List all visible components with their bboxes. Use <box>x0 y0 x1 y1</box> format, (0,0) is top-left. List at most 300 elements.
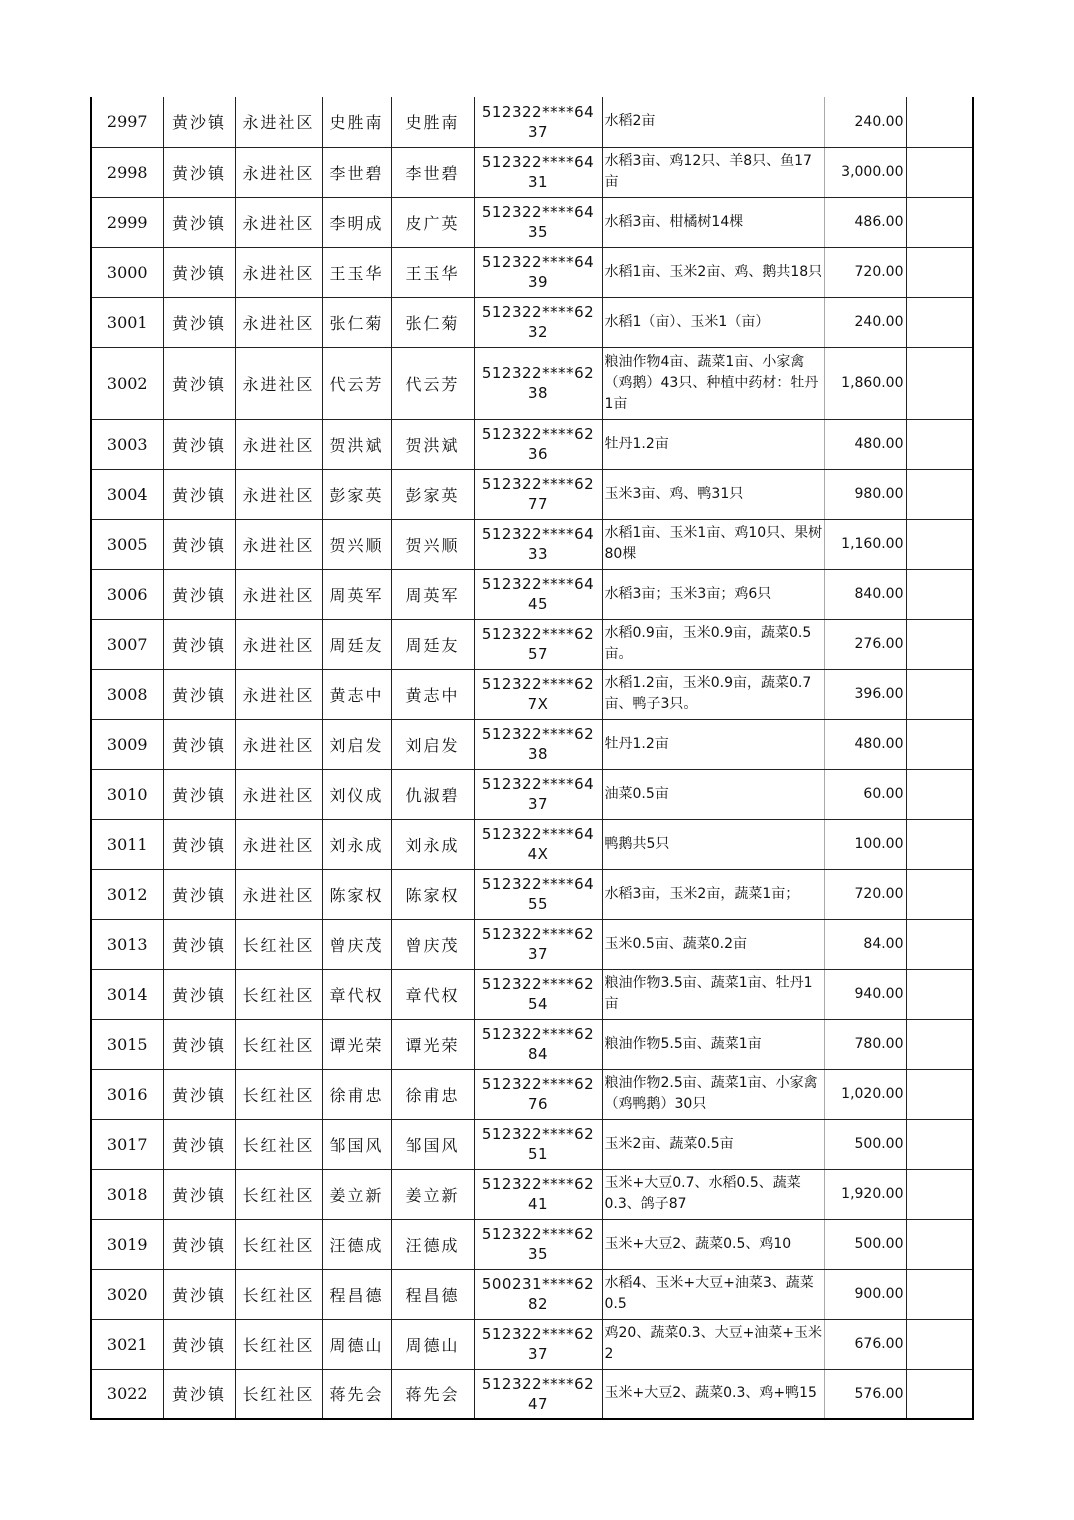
remark-cell <box>906 969 973 1019</box>
household-head-cell: 周英军 <box>322 569 391 619</box>
amount-cell: 1,160.00 <box>824 519 906 569</box>
id-number-cell <box>474 147 602 197</box>
table-row <box>91 1219 973 1269</box>
community-cell: 永进社区 <box>235 469 322 519</box>
recipient-name-cell: 贺洪斌 <box>391 419 474 469</box>
amount-cell: 500.00 <box>824 1219 906 1269</box>
amount-cell: 100.00 <box>824 819 906 869</box>
household-head-cell: 曾庆茂 <box>322 919 391 969</box>
community-cell: 永进社区 <box>235 97 322 147</box>
id-number-line2: 57 <box>527 645 549 663</box>
town-cell: 黄沙镇 <box>163 1119 235 1169</box>
id-number-line1: 512322****62 <box>481 364 595 382</box>
id-number-line1: 512322****64 <box>481 253 595 271</box>
row-number: 3008 <box>91 669 163 719</box>
table-row <box>91 147 973 197</box>
remark-cell <box>906 619 973 669</box>
amount-cell: 840.00 <box>824 569 906 619</box>
household-head-cell: 陈家权 <box>322 869 391 919</box>
household-head-cell: 彭家英 <box>322 469 391 519</box>
household-head-cell: 程昌德 <box>322 1269 391 1319</box>
table-row <box>91 719 973 769</box>
remark-cell <box>906 1019 973 1069</box>
recipient-name-cell: 周英军 <box>391 569 474 619</box>
remark-cell <box>906 1069 973 1119</box>
household-head-cell: 姜立新 <box>322 1169 391 1219</box>
household-head-cell: 汪德成 <box>322 1219 391 1269</box>
amount-cell: 396.00 <box>824 669 906 719</box>
id-number-line2: 37 <box>527 122 549 141</box>
id-number-line2: 41 <box>527 1195 549 1213</box>
table-row <box>91 619 973 669</box>
community-cell: 永进社区 <box>235 419 322 469</box>
amount-cell: 980.00 <box>824 469 906 519</box>
id-number-line1: 512322****64 <box>481 775 595 793</box>
id-number-cell <box>474 569 602 619</box>
community-cell: 永进社区 <box>235 569 322 619</box>
items-cell: 粮油作物4亩、蔬菜1亩、小家禽（鸡鹅）43只、种植中药材：牡丹1亩 <box>602 347 824 419</box>
items-cell: 玉米+大豆0.7、水稻0.5、蔬菜0.3、鸽子87 <box>602 1169 824 1219</box>
id-number-line1: 512322****62 <box>481 303 595 321</box>
row-number: 3011 <box>91 819 163 869</box>
remark-cell <box>906 247 973 297</box>
id-number-line1: 512322****62 <box>481 1125 595 1143</box>
household-head-cell: 黄志中 <box>322 669 391 719</box>
id-number-line1: 512322****62 <box>481 925 595 943</box>
recipient-name-cell: 彭家英 <box>391 469 474 519</box>
row-number: 2999 <box>91 197 163 247</box>
id-number-cell <box>474 769 602 819</box>
id-number-line2: 35 <box>527 1245 549 1263</box>
community-cell: 长红社区 <box>235 919 322 969</box>
row-number: 3014 <box>91 969 163 1019</box>
items-cell: 鸭鹅共5只 <box>602 819 824 869</box>
community-cell: 永进社区 <box>235 197 322 247</box>
town-cell: 黄沙镇 <box>163 1069 235 1119</box>
recipient-name-cell: 李世碧 <box>391 147 474 197</box>
items-cell: 玉米0.5亩、蔬菜0.2亩 <box>602 919 824 969</box>
amount-cell: 720.00 <box>824 869 906 919</box>
id-number-line1: 512322****62 <box>481 975 595 993</box>
remark-cell <box>906 469 973 519</box>
id-number-line1: 512322****62 <box>481 1374 595 1393</box>
id-number-line1: 512322****62 <box>481 1025 595 1043</box>
id-number-cell <box>474 1069 602 1119</box>
id-number-cell <box>474 469 602 519</box>
town-cell: 黄沙镇 <box>163 97 235 147</box>
row-number: 3022 <box>91 1369 163 1419</box>
recipient-name-cell: 曾庆茂 <box>391 919 474 969</box>
items-cell: 水稻1亩、玉米2亩、鸡、鹅共18只 <box>602 247 824 297</box>
table-row <box>91 569 973 619</box>
row-number: 3019 <box>91 1219 163 1269</box>
household-head-cell: 周德山 <box>322 1319 391 1369</box>
remark-cell <box>906 147 973 197</box>
id-number-line2: 38 <box>527 745 549 763</box>
remark-cell <box>906 769 973 819</box>
row-number: 3021 <box>91 1319 163 1369</box>
recipient-name-cell: 程昌德 <box>391 1269 474 1319</box>
items-cell: 玉米2亩、蔬菜0.5亩 <box>602 1119 824 1169</box>
id-number-cell <box>474 1319 602 1369</box>
row-number: 3009 <box>91 719 163 769</box>
recipient-name-cell: 张仁菊 <box>391 297 474 347</box>
household-head-cell: 贺洪斌 <box>322 419 391 469</box>
table-row <box>91 969 973 1019</box>
remark-cell <box>906 1219 973 1269</box>
id-number-line1: 512322****62 <box>481 1225 595 1243</box>
items-cell: 水稻3亩；玉米3亩；鸡6只 <box>602 569 824 619</box>
id-number-line1: 500231****62 <box>481 1275 595 1293</box>
id-number-line2: 51 <box>527 1145 549 1163</box>
id-number-cell <box>474 1219 602 1269</box>
remark-cell <box>906 919 973 969</box>
id-number-line2: 82 <box>527 1295 549 1313</box>
items-cell: 鸡20、蔬菜0.3、大豆+油菜+玉米2 <box>602 1319 824 1369</box>
recipient-name-cell: 陈家权 <box>391 869 474 919</box>
remark-cell <box>906 869 973 919</box>
town-cell: 黄沙镇 <box>163 719 235 769</box>
table-row <box>91 1319 973 1369</box>
id-number-line1: 512322****62 <box>481 475 595 493</box>
remark-cell <box>906 97 973 147</box>
row-number: 3000 <box>91 247 163 297</box>
id-number-line2: 76 <box>527 1095 549 1113</box>
household-head-cell: 谭光荣 <box>322 1019 391 1069</box>
table-row <box>91 469 973 519</box>
items-cell: 水稻1.2亩，玉米0.9亩，蔬菜0.7亩、鸭子3只。 <box>602 669 824 719</box>
row-number: 3016 <box>91 1069 163 1119</box>
table-row <box>91 669 973 719</box>
row-number: 3003 <box>91 419 163 469</box>
id-number-cell <box>474 1019 602 1069</box>
town-cell: 黄沙镇 <box>163 619 235 669</box>
recipient-name-cell: 皮广英 <box>391 197 474 247</box>
town-cell: 黄沙镇 <box>163 297 235 347</box>
community-cell: 长红社区 <box>235 1369 322 1419</box>
town-cell: 黄沙镇 <box>163 519 235 569</box>
amount-cell: 480.00 <box>824 419 906 469</box>
recipient-name-cell: 蒋先会 <box>391 1369 474 1419</box>
amount-cell: 940.00 <box>824 969 906 1019</box>
remark-cell <box>906 297 973 347</box>
amount-cell: 1,920.00 <box>824 1169 906 1219</box>
town-cell: 黄沙镇 <box>163 869 235 919</box>
household-head-cell: 王玉华 <box>322 247 391 297</box>
id-number-line1: 512322****62 <box>481 675 595 693</box>
id-number-line2: 33 <box>527 545 549 563</box>
town-cell: 黄沙镇 <box>163 347 235 419</box>
amount-cell: 500.00 <box>824 1119 906 1169</box>
recipient-name-cell: 周德山 <box>391 1319 474 1369</box>
remark-cell <box>906 719 973 769</box>
town-cell: 黄沙镇 <box>163 969 235 1019</box>
household-head-cell: 贺兴顺 <box>322 519 391 569</box>
table-row <box>91 1169 973 1219</box>
amount-cell: 900.00 <box>824 1269 906 1319</box>
recipient-name-cell: 黄志中 <box>391 669 474 719</box>
items-cell: 水稻2亩 <box>602 97 824 147</box>
table-row <box>91 919 973 969</box>
town-cell: 黄沙镇 <box>163 147 235 197</box>
amount-cell: 1,020.00 <box>824 1069 906 1119</box>
id-number-line1: 512322****62 <box>481 1075 595 1093</box>
recipient-name-cell: 章代权 <box>391 969 474 1019</box>
id-number-line2: 54 <box>527 995 549 1013</box>
row-number: 2998 <box>91 147 163 197</box>
remark-cell <box>906 819 973 869</box>
recipient-name-cell: 谭光荣 <box>391 1019 474 1069</box>
id-number-line2: 47 <box>527 1394 549 1413</box>
community-cell: 长红社区 <box>235 969 322 1019</box>
recipient-name-cell: 徐甫忠 <box>391 1069 474 1119</box>
household-head-cell: 李明成 <box>322 197 391 247</box>
remark-cell <box>906 569 973 619</box>
town-cell: 黄沙镇 <box>163 669 235 719</box>
id-number-cell <box>474 669 602 719</box>
town-cell: 黄沙镇 <box>163 1169 235 1219</box>
recipient-name-cell: 贺兴顺 <box>391 519 474 569</box>
items-cell: 牡丹1.2亩 <box>602 719 824 769</box>
remark-cell <box>906 1169 973 1219</box>
community-cell: 永进社区 <box>235 297 322 347</box>
id-number-cell <box>474 969 602 1019</box>
community-cell: 永进社区 <box>235 247 322 297</box>
community-cell: 永进社区 <box>235 519 322 569</box>
remark-cell <box>906 197 973 247</box>
community-cell: 永进社区 <box>235 347 322 419</box>
remark-cell <box>906 1369 973 1419</box>
recipient-name-cell: 史胜南 <box>391 97 474 147</box>
table-row <box>91 869 973 919</box>
id-number-cell <box>474 97 602 147</box>
row-number: 3012 <box>91 869 163 919</box>
id-number-line2: 36 <box>527 445 549 463</box>
table-row <box>91 1069 973 1119</box>
community-cell: 永进社区 <box>235 769 322 819</box>
amount-cell: 576.00 <box>824 1369 906 1419</box>
household-head-cell: 刘启发 <box>322 719 391 769</box>
id-number-line1: 512322****64 <box>481 102 595 121</box>
community-cell: 长红社区 <box>235 1069 322 1119</box>
table-row <box>91 247 973 297</box>
community-cell: 永进社区 <box>235 147 322 197</box>
row-number: 3020 <box>91 1269 163 1319</box>
id-number-line1: 512322****62 <box>481 625 595 643</box>
town-cell: 黄沙镇 <box>163 1369 235 1419</box>
items-cell: 粮油作物2.5亩、蔬菜1亩、小家禽（鸡鸭鹅）30只 <box>602 1069 824 1119</box>
id-number-cell <box>474 519 602 569</box>
id-number-line2: 77 <box>527 495 549 513</box>
table-row <box>91 97 973 147</box>
town-cell: 黄沙镇 <box>163 1319 235 1369</box>
recipient-name-cell: 刘永成 <box>391 819 474 869</box>
community-cell: 长红社区 <box>235 1119 322 1169</box>
table-row <box>91 1119 973 1169</box>
id-number-cell <box>474 419 602 469</box>
amount-cell: 1,860.00 <box>824 347 906 419</box>
id-number-line2: 32 <box>527 323 549 341</box>
amount-cell: 84.00 <box>824 919 906 969</box>
id-number-line1: 512322****62 <box>481 1175 595 1193</box>
town-cell: 黄沙镇 <box>163 419 235 469</box>
row-number: 3013 <box>91 919 163 969</box>
items-cell: 玉米3亩、鸡、鸭31只 <box>602 469 824 519</box>
items-cell: 水稻1（亩）、玉米1（亩） <box>602 297 824 347</box>
table-row <box>91 1019 973 1069</box>
town-cell: 黄沙镇 <box>163 819 235 869</box>
remark-cell <box>906 1319 973 1369</box>
household-head-cell: 刘永成 <box>322 819 391 869</box>
row-number: 3010 <box>91 769 163 819</box>
remark-cell <box>906 1269 973 1319</box>
id-number-line2: 37 <box>527 795 549 813</box>
community-cell: 长红社区 <box>235 1319 322 1369</box>
id-number-cell <box>474 819 602 869</box>
remark-cell <box>906 419 973 469</box>
id-number-cell <box>474 1269 602 1319</box>
id-number-line1: 512322****64 <box>481 525 595 543</box>
household-head-cell: 周廷友 <box>322 619 391 669</box>
town-cell: 黄沙镇 <box>163 469 235 519</box>
amount-cell: 60.00 <box>824 769 906 819</box>
row-number: 3004 <box>91 469 163 519</box>
recipient-name-cell: 汪德成 <box>391 1219 474 1269</box>
id-number-cell <box>474 297 602 347</box>
recipient-name-cell: 王玉华 <box>391 247 474 297</box>
items-cell: 粮油作物5.5亩、蔬菜1亩 <box>602 1019 824 1069</box>
id-number-cell <box>474 347 602 419</box>
row-number: 3017 <box>91 1119 163 1169</box>
id-number-cell <box>474 1169 602 1219</box>
id-number-line1: 512322****62 <box>481 1325 595 1343</box>
remark-cell <box>906 347 973 419</box>
recipient-name-cell: 刘启发 <box>391 719 474 769</box>
town-cell: 黄沙镇 <box>163 919 235 969</box>
recipient-name-cell: 仇淑碧 <box>391 769 474 819</box>
town-cell: 黄沙镇 <box>163 769 235 819</box>
town-cell: 黄沙镇 <box>163 247 235 297</box>
town-cell: 黄沙镇 <box>163 197 235 247</box>
amount-cell: 780.00 <box>824 1019 906 1069</box>
items-cell: 水稻1亩、玉米1亩、鸡10只、果树80棵 <box>602 519 824 569</box>
town-cell: 黄沙镇 <box>163 1219 235 1269</box>
household-head-cell: 邹国风 <box>322 1119 391 1169</box>
remark-cell <box>906 519 973 569</box>
id-number-line2: 38 <box>527 384 549 402</box>
id-number-line1: 512322****64 <box>481 575 595 593</box>
id-number-line2: 37 <box>527 1345 549 1363</box>
table-row <box>91 197 973 247</box>
table-row <box>91 769 973 819</box>
items-cell: 水稻3亩，玉米2亩，蔬菜1亩； <box>602 869 824 919</box>
amount-cell: 240.00 <box>824 97 906 147</box>
amount-cell: 676.00 <box>824 1319 906 1369</box>
household-head-cell: 章代权 <box>322 969 391 1019</box>
row-number: 3007 <box>91 619 163 669</box>
row-number: 3006 <box>91 569 163 619</box>
table-row <box>91 519 973 569</box>
community-cell: 长红社区 <box>235 1219 322 1269</box>
items-cell: 水稻3亩、柑橘树14棵 <box>602 197 824 247</box>
household-head-cell: 李世碧 <box>322 147 391 197</box>
amount-cell: 240.00 <box>824 297 906 347</box>
household-head-cell: 张仁菊 <box>322 297 391 347</box>
community-cell: 永进社区 <box>235 619 322 669</box>
recipient-name-cell: 周廷友 <box>391 619 474 669</box>
items-cell: 水稻4、玉米+大豆+油菜3、蔬菜0.5 <box>602 1269 824 1319</box>
town-cell: 黄沙镇 <box>163 1269 235 1319</box>
community-cell: 永进社区 <box>235 719 322 769</box>
table-row <box>91 1269 973 1319</box>
community-cell: 永进社区 <box>235 819 322 869</box>
id-number-cell <box>474 719 602 769</box>
id-number-line1: 512322****64 <box>481 875 595 893</box>
id-number-line2: 7X <box>527 695 549 713</box>
id-number-cell <box>474 1369 602 1419</box>
amount-cell: 3,000.00 <box>824 147 906 197</box>
table-row <box>91 1369 973 1419</box>
household-head-cell: 蒋先会 <box>322 1369 391 1419</box>
row-number: 2997 <box>91 97 163 147</box>
items-cell: 玉米+大豆2、蔬菜0.5、鸡10 <box>602 1219 824 1269</box>
id-number-line1: 512322****64 <box>481 825 595 843</box>
id-number-line1: 512322****64 <box>481 153 595 171</box>
row-number: 3015 <box>91 1019 163 1069</box>
amount-cell: 276.00 <box>824 619 906 669</box>
id-number-line2: 31 <box>527 173 549 191</box>
row-number: 3001 <box>91 297 163 347</box>
id-number-line2: 55 <box>527 895 549 913</box>
household-head-cell: 史胜南 <box>322 97 391 147</box>
row-number: 3005 <box>91 519 163 569</box>
items-cell: 水稻3亩、鸡12只、羊8只、鱼17亩 <box>602 147 824 197</box>
id-number-line2: 4X <box>527 845 549 863</box>
id-number-line1: 512322****64 <box>481 203 595 221</box>
community-cell: 永进社区 <box>235 669 322 719</box>
community-cell: 永进社区 <box>235 869 322 919</box>
id-number-cell <box>474 247 602 297</box>
items-cell: 水稻0.9亩，玉米0.9亩，蔬菜0.5亩。 <box>602 619 824 669</box>
recipient-name-cell: 邹国风 <box>391 1119 474 1169</box>
items-cell: 牡丹1.2亩 <box>602 419 824 469</box>
table-row <box>91 297 973 347</box>
items-cell: 油菜0.5亩 <box>602 769 824 819</box>
subsidy-table <box>90 97 974 1420</box>
id-number-cell <box>474 1119 602 1169</box>
items-cell: 玉米+大豆2、蔬菜0.3、鸡+鸭15 <box>602 1369 824 1419</box>
id-number-line2: 37 <box>527 945 549 963</box>
id-number-cell <box>474 919 602 969</box>
table-row <box>91 819 973 869</box>
id-number-cell <box>474 869 602 919</box>
id-number-line2: 45 <box>527 595 549 613</box>
id-number-line2: 39 <box>527 273 549 291</box>
amount-cell: 480.00 <box>824 719 906 769</box>
row-number: 3002 <box>91 347 163 419</box>
id-number-line1: 512322****62 <box>481 725 595 743</box>
items-cell: 粮油作物3.5亩、蔬菜1亩、牡丹1亩 <box>602 969 824 1019</box>
household-head-cell: 刘仪成 <box>322 769 391 819</box>
id-number-cell <box>474 619 602 669</box>
table-row <box>91 419 973 469</box>
amount-cell: 720.00 <box>824 247 906 297</box>
row-number: 3018 <box>91 1169 163 1219</box>
community-cell: 长红社区 <box>235 1169 322 1219</box>
id-number-line2: 35 <box>527 223 549 241</box>
remark-cell <box>906 669 973 719</box>
recipient-name-cell: 代云芳 <box>391 347 474 419</box>
